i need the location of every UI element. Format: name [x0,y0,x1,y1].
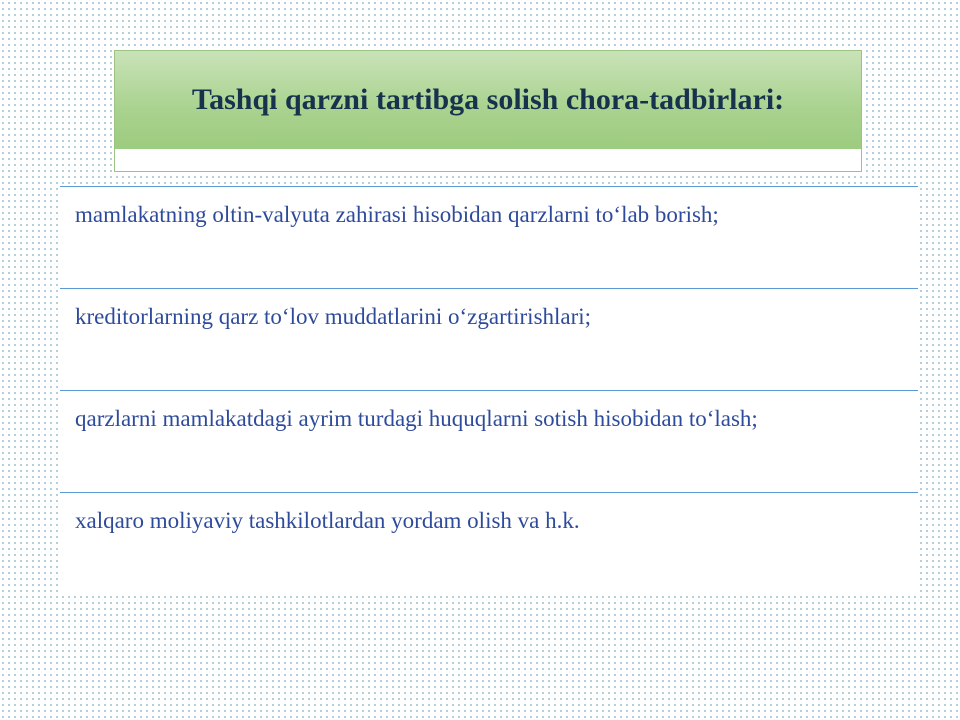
list-item [60,289,918,391]
slide-title: Tashqi qarzni tartibga solish chora-tadbirlari: [191,83,785,116]
measures-list [60,186,918,592]
list-item-text: xalqaro moliyaviy tashkilotlardan yordam olish va h.k. [75,508,580,533]
list-item-text: kreditorlarning qarz to‘lov muddatlarini o‘zgartirishlari; [75,304,592,329]
list-item [60,391,918,493]
list-item [60,493,918,595]
list-item [60,187,918,289]
title-box [114,50,862,172]
list-item-text: mamlakatning oltin-valyuta zahirasi hisobidan qarzlarni to‘lab borish; [75,202,719,227]
list-item-text: qarzlarni mamlakatdagi ayrim turdagi huquqlarni sotish hisobidan to‘lash; [75,406,758,431]
title-band [115,51,861,149]
